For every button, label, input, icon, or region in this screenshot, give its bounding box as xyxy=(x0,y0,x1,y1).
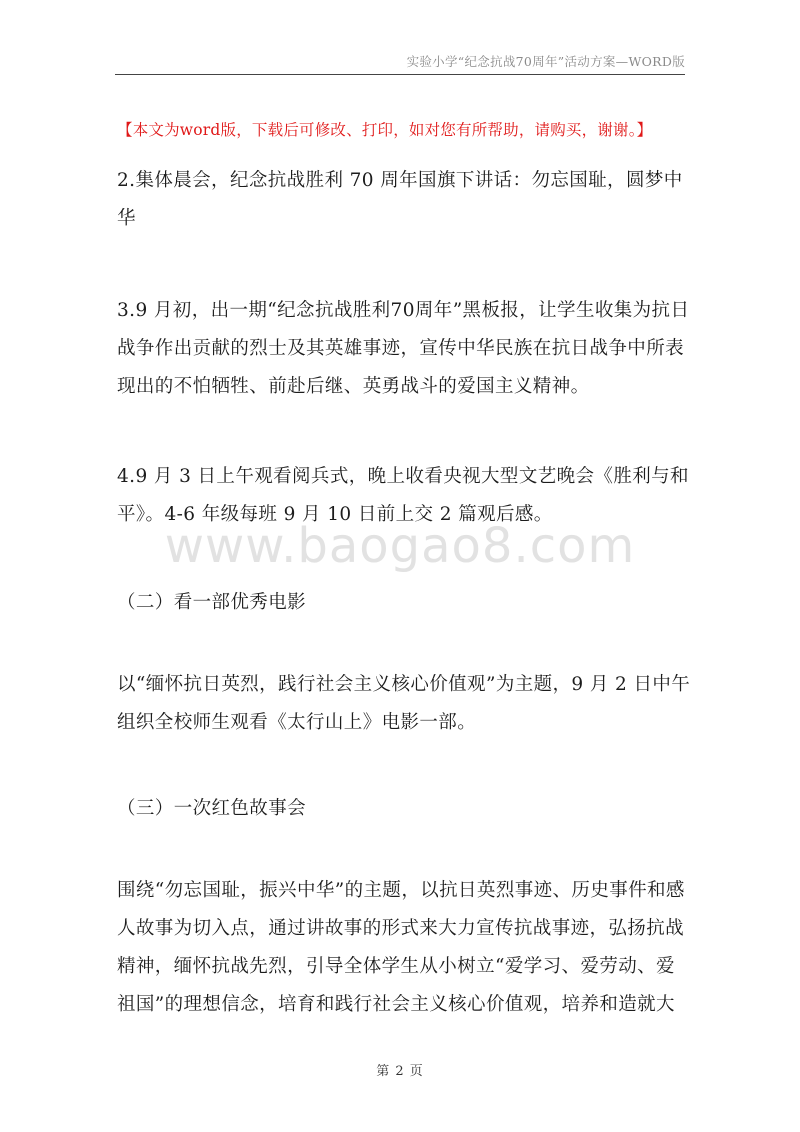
paragraph-line: 人故事为切入点，通过讲故事的形式来大力宣传抗战事迹，弘扬抗战 xyxy=(117,918,685,939)
paragraph-line: 组织全校师生观看《太行山上》电影一部。 xyxy=(117,712,477,733)
paragraph-blackboard xyxy=(117,292,690,406)
paragraph-line: 祖国”的理想信念，培育和践行社会主义核心价值观，培养和造就大 xyxy=(117,994,675,1015)
paragraph-parade xyxy=(117,458,689,534)
paragraph-line: 战争作出贡献的烈士及其英雄事迹，宣传中华民族在抗日战争中所表 xyxy=(117,338,685,359)
paragraph-line: （三）一次红色故事会 xyxy=(117,798,307,819)
paragraph-line: 2.集体晨会，纪念抗战胜利 70 周年国旗下讲话：勿忘国耻，圆梦中 xyxy=(117,170,683,191)
header-title: 实验小学“纪念抗战70周年”活动方案—WORD版 xyxy=(406,54,685,69)
purchase-notice: 【本文为word版，下载后可修改、打印，如对您有所帮助，请购买，谢谢。】 xyxy=(117,121,653,139)
paragraph-line: 4.9 月 3 日上午观看阅兵式，晚上收看央视大型文艺晚会《胜利与和 xyxy=(117,466,689,487)
paragraph-line: 3.9 月初，出一期“纪念抗战胜利70周年”黑板报，让学生收集为抗日 xyxy=(117,300,690,321)
section-heading-movie xyxy=(117,584,685,622)
header-divider xyxy=(115,74,685,75)
paragraph-morning-assembly xyxy=(117,162,685,238)
paragraph-line: 精神，缅怀抗战先烈，引导全体学生从小树立“爱学习、爱劳动、爱 xyxy=(117,956,675,977)
paragraph-movie xyxy=(117,666,691,742)
paragraph-story xyxy=(117,872,685,1024)
paragraph-line: 现出的不怕牺牲、前赴后继、英勇战斗的爱国主义精神。 xyxy=(117,376,590,397)
paragraph-line: 平》。4-6 年级每班 9 月 10 日前上交 2 篇观后感。 xyxy=(117,504,553,525)
section-heading-story xyxy=(117,790,685,828)
paragraph-line: 围绕“勿忘国耻，振兴中华”的主题，以抗日英烈事迹、历史事件和感 xyxy=(117,880,685,901)
paragraph-line: 华 xyxy=(117,208,136,229)
page-number: 第 2 页 xyxy=(376,1064,424,1079)
paragraph-line: 以“缅怀抗日英烈，践行社会主义核心价值观”为主题，9 月 2 日中午 xyxy=(117,674,691,695)
watermark: www.baogao8.com xyxy=(164,518,636,574)
paragraph-line: （二）看一部优秀电影 xyxy=(117,592,307,613)
